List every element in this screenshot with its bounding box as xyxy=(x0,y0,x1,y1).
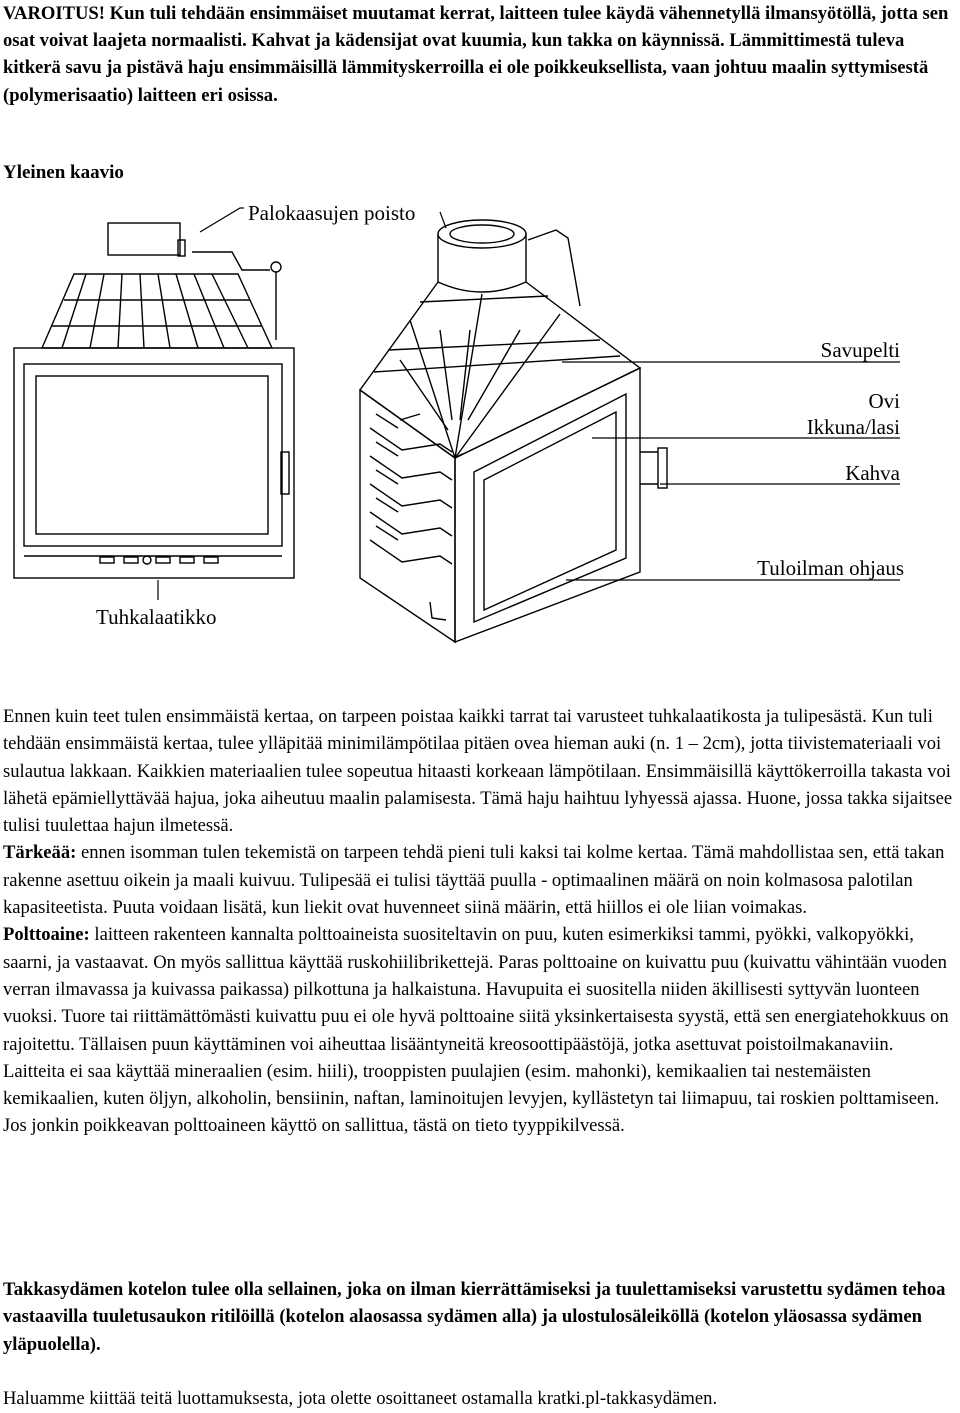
section-title: Yleinen kaavio xyxy=(3,162,124,183)
thanks-paragraph: Haluamme kiittää teitä luottamuksesta, jota olette osoittaneet ostamalla kratki.pl-takkasydämen. xyxy=(3,1388,718,1409)
important-text: ennen isomman tulen tekemistä on tarpeen tehdä pieni tuli kaksi tai kolme kertaa. Tämä mahdollistaa sen, että takan rakenne asettuu oikein ja maali kuivuu. Tulipesää ei tulisi täyttää puulla - optimaalinen määrä on noin kolmasosa palotilan kapasiteetista. Puuta voidaan lisätä, kun liekit ovat huvenneet siinä määrin, että hiillos ei ole liian voimakas. xyxy=(3,842,945,919)
casing-requirements-paragraph: Takkasydämen kotelon tulee olla sellainen, joka on ilman kierrättämiseksi ja tuulettamiseksi varustettu sydämen tehoa vastaavilla tuuletusaukon ritilöillä (kotelon alaosassa sydämen alla) ja ulostulosäleiköllä (kotelon yläosassa sydämen yläpuolella). xyxy=(3,1279,946,1355)
first-use-paragraph: Ennen kuin teet tulen ensimmäistä kertaa, on tarpeen poistaa kaikki tarrat tai varusteet tuhkalaatikosta ja tulipesästä. Kun tuli tehdään ensimmäistä kertaa, tulee ylläpitää minimilämpötilaa pitäen ovea hieman auki (n. 1 – 2cm), jotta tiivistemateriaali voi sulautua lakkaan. Kaikkien materiaalien tulee sopeutua hitaasti korkeaan lämpötilaan. Ensimmäisillä käyttökerroilla takasta voi lähetä epämiellyttävää hajua, joka aiheutuu maalin palamisesta. Tämä haju haihtuu lyhyessä ajassa. Huone, jossa takka sijaitsee tulisi tuulettaa hajun ilmetessä. xyxy=(3,706,953,837)
important-lead: Tärkeää: xyxy=(3,842,77,864)
label-flue-gas-outlet: Palokaasujen poisto xyxy=(248,201,416,225)
leader-lines xyxy=(158,208,900,600)
label-handle: Kahva xyxy=(845,461,900,485)
label-window-glass: Ikkuna/lasi xyxy=(806,415,900,439)
fireplace-diagram xyxy=(0,190,960,660)
label-ash-drawer: Tuhkalaatikko xyxy=(96,605,217,629)
front-view-drawing xyxy=(14,223,294,578)
warning-lead: VAROITUS! xyxy=(3,3,105,24)
label-air-intake-control: Tuloilman ohjaus xyxy=(757,556,904,580)
instructions-body xyxy=(3,703,958,1140)
fuel-text: laitteen rakenteen kannalta polttoaineista suositeltavin on puu, kuten esimerkiksi tammi, pyökki, valkopyökki, saarni, ja vastaavat. On myös sallittua käyttää ruskohiilibrikettejä. Paras polttoaine on kuivattu puu (kuivattu vähintään vuoden verran ilmavassa ja kuivassa paikassa) pilkottuna ja halkaistuna. Havupuita ei suositella niiden äkillisesti syttyvän luonteen vuoksi. Tuore tai riittämättömästi kuivattu puu ei ole hyvä polttoaine siitä yksinkertaisesta syystä, että sen energiatehokkuus on rajoitettu. Tällaisen puun käyttäminen voi aiheuttaa lisääntyneitä kreosoottipäästöjä, jotka asettuvat poistoilmakanaviin. Laitteita ei saa käyttää mineraalien (esim. hiili), trooppisten puulajien (esim. mahonki), kemikaalien tai nestemäisten kemikaalien, kuten öljyn, alkoholin, bensiinin, naftan, laminoitujen levyjen, kyllästetyn tai liimapuu, tai roskien polttamiseen. Jos jonkin poikkeavan polttoaineen käyttö on sallittua, tästä on tieto tyyppikilvessä. xyxy=(3,924,949,1137)
warning-paragraph xyxy=(3,0,958,109)
label-damper: Savupelti xyxy=(820,338,900,362)
label-door: Ovi xyxy=(868,389,900,413)
fuel-lead: Polttoaine: xyxy=(3,924,90,946)
isometric-view-drawing xyxy=(360,220,667,642)
warning-text: Kun tuli tehdään ensimmäiset muutamat kerrat, laitteen tulee käydä vähennetyllä ilmansyötöllä, jotta sen osat voivat laajeta normaalisti. Kahvat ja kädensijat ovat kuumia, kun takka on käynnissä. Lämmittimestä tuleva kitkerä savu ja pistävä haju ensimmäisillä lämmityskerroilla ei ole poikkeuksellista, vaan johtuu maalin syttymisestä (polymerisaatio) laitteen eri osissa. xyxy=(3,3,949,106)
